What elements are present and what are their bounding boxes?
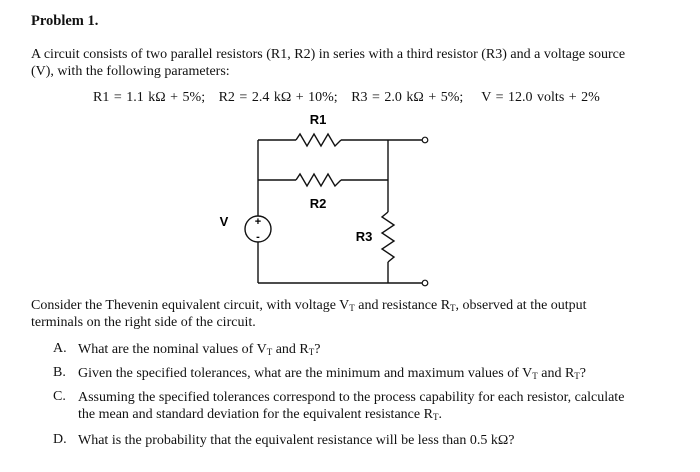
param-r1: R1 = 1.1 kΩ + 5%; (93, 90, 206, 105)
r1-label: R1 (309, 112, 327, 127)
question-a-letter: A. (53, 341, 67, 356)
question-b-letter: B. (53, 365, 66, 380)
thevenin-line-2: terminals on the right side of the circuit. (31, 315, 256, 330)
r1-resistor (296, 134, 341, 146)
question-a-text: What are the nominal values of $V_T$ and $R_T$? (78, 342, 321, 357)
intro-line-1: A circuit consists of two parallel resistors (R1, R2) in series with a third resistor (R3) and a voltage source (31, 47, 626, 62)
thevenin-line-1: Consider the Thevenin equivalent circuit, with voltage $V_T$ and resistance $R_T$, observed at the output (31, 298, 587, 313)
output-terminal-bottom (422, 280, 428, 286)
param-r3: R3 = 2.0 kΩ + 5%; (351, 90, 464, 105)
plus-sign: + (254, 216, 262, 228)
r3-label: R3 (355, 229, 373, 244)
minus-sign: - (256, 231, 260, 243)
question-d-letter: D. (53, 432, 67, 447)
problem-title: Problem 1. (31, 13, 99, 29)
question-b-text: Given the specified tolerances, what are the minimum and maximum values of $V_T$ and $R_T$? (78, 366, 587, 381)
question-c-letter: C. (53, 389, 66, 404)
param-r2: R2 = 2.4 kΩ + 10%; (218, 90, 338, 105)
question-c-line-2: the mean and standard deviation for the equivalent resistance $R_T$. (78, 407, 442, 422)
output-terminal-top (422, 137, 428, 143)
r2-label: R2 (309, 196, 327, 211)
param-v: V = 12.0 volts + 2% (481, 90, 600, 105)
intro-line-2: (V), with the following parameters: (31, 64, 230, 79)
question-c-line-1: Assuming the specified tolerances correspond to the process capability for each resistor, calculate (78, 390, 625, 405)
v-label: V (219, 214, 229, 229)
question-d-text: What is the probability that the equivalent resistance will be less than 0.5 kΩ? (78, 433, 515, 448)
r3-resistor (382, 212, 394, 262)
r2-resistor (296, 174, 341, 186)
